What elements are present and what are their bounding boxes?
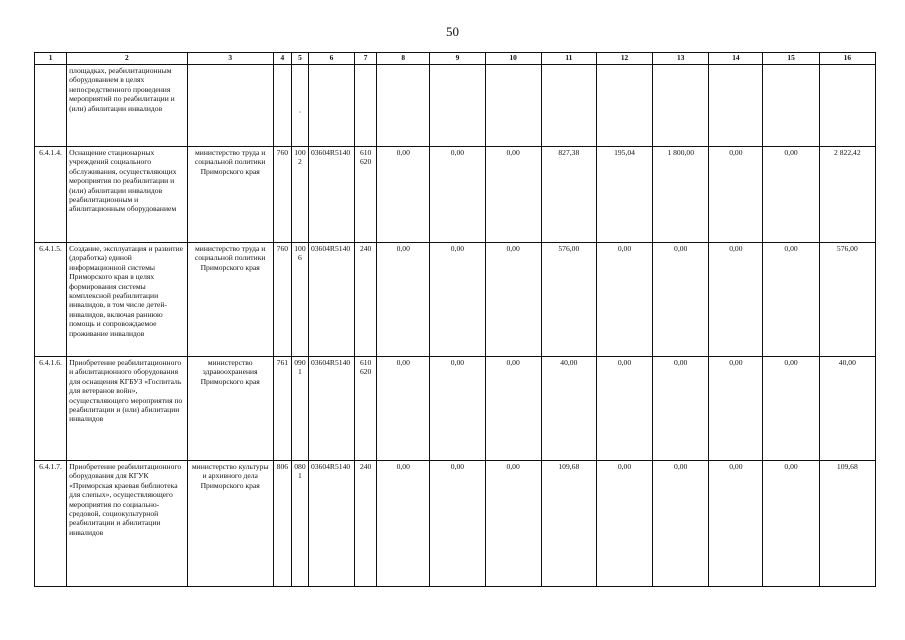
row-value: 0,00 <box>653 243 709 357</box>
row-code-section: 0901 <box>291 357 308 461</box>
row-code-section <box>291 65 308 147</box>
col-header: 1 <box>35 53 67 65</box>
row-description: площадках, реабилитационным оборудованием в целях непосредственного проведения мероприятий по реабилитации и (или) абилитации инвалидов <box>67 65 187 147</box>
row-value: 0,00 <box>430 357 485 461</box>
row-value: 0,00 <box>430 147 485 243</box>
row-total: 109,68 <box>819 461 875 587</box>
col-header: 5 <box>291 53 308 65</box>
row-value: 0,00 <box>709 147 763 243</box>
row-id: 6.4.1.4. <box>35 147 67 243</box>
row-total: 576,00 <box>819 243 875 357</box>
col-header: 16 <box>819 53 875 65</box>
table-row <box>35 243 876 357</box>
row-code-target: 03604R5140 <box>308 243 354 357</box>
row-value <box>541 65 596 147</box>
row-executor: министерство труда и социальной политики Приморского края <box>187 243 273 357</box>
row-value: 0,00 <box>485 147 541 243</box>
row-value: 0,00 <box>430 461 485 587</box>
row-value: 0,00 <box>377 243 430 357</box>
row-value: 1 800,00 <box>653 147 709 243</box>
row-code-type: 610 620 <box>355 357 377 461</box>
row-description: Приобретение реабилитационного оборудования для КГУК «Приморская краевая библиотека для слепых», осуществляющего мероприятия по социально-средовой, социокультурной реабилитации и абилитации инвалидов <box>67 461 187 587</box>
row-total: 40,00 <box>819 357 875 461</box>
row-value <box>763 65 819 147</box>
col-header: 10 <box>485 53 541 65</box>
row-id: 6.4.1.5. <box>35 243 67 357</box>
row-value <box>653 65 709 147</box>
col-header: 14 <box>709 53 763 65</box>
row-code-grbs: 760 <box>273 243 291 357</box>
page-number: 50 <box>446 24 459 39</box>
row-code-grbs: 806 <box>273 461 291 587</box>
row-value: 0,00 <box>709 461 763 587</box>
col-header: 2 <box>67 53 187 65</box>
row-value <box>485 65 541 147</box>
row-executor <box>187 65 273 147</box>
col-header: 3 <box>187 53 273 65</box>
row-code-grbs: 761 <box>273 357 291 461</box>
row-code-section: 1002 <box>291 147 308 243</box>
row-value: 0,00 <box>430 243 485 357</box>
col-header: 4 <box>273 53 291 65</box>
row-total: 2 822,42 <box>819 147 875 243</box>
row-value: 0,00 <box>763 461 819 587</box>
row-value: 40,00 <box>541 357 596 461</box>
table-row <box>35 65 876 147</box>
row-value: 0,00 <box>709 357 763 461</box>
row-id: 6.4.1.7. <box>35 461 67 587</box>
row-code-section: 0801 <box>291 461 308 587</box>
row-value: 0,00 <box>763 243 819 357</box>
col-header: 11 <box>541 53 596 65</box>
row-value: 0,00 <box>763 147 819 243</box>
row-value: 0,00 <box>653 461 709 587</box>
header-row <box>35 53 876 65</box>
col-header: 7 <box>355 53 377 65</box>
row-value: 0,00 <box>596 243 652 357</box>
row-executor: министерство культуры и архивного дела Приморского края <box>187 461 273 587</box>
row-value: 0,00 <box>596 461 652 587</box>
dot-mark: · <box>298 108 302 117</box>
row-value: 0,00 <box>763 357 819 461</box>
row-code-type <box>355 65 377 147</box>
row-code-grbs: 760 <box>273 147 291 243</box>
row-code-type: 240 <box>355 243 377 357</box>
row-description: Оснащение стационарных учреждений социального обслуживания, осуществляющих мероприятия по реабилитации и (или) абилитации инвалидов реабилитационным и абилитационным оборудованием <box>67 147 187 243</box>
row-value: 0,00 <box>653 357 709 461</box>
row-value <box>596 65 652 147</box>
col-header: 8 <box>377 53 430 65</box>
col-header: 13 <box>653 53 709 65</box>
row-code-grbs <box>273 65 291 147</box>
row-value: 0,00 <box>596 357 652 461</box>
budget-table <box>34 52 876 587</box>
row-code-type: 610 620 <box>355 147 377 243</box>
row-description: Приобретение реабилитационного и абилитационного оборудования для оснащения КГБУЗ «Госпиталь для ветеранов войн», осуществляющего мероприятия по реабилитации и (или) абилитации инвалидов <box>67 357 187 461</box>
row-value: 0,00 <box>377 461 430 587</box>
col-header: 9 <box>430 53 485 65</box>
row-value: 0,00 <box>485 357 541 461</box>
row-executor: министерство труда и социальной политики Приморского края <box>187 147 273 243</box>
row-value: 0,00 <box>485 243 541 357</box>
row-code-section: 1006 <box>291 243 308 357</box>
row-value: 0,00 <box>485 461 541 587</box>
row-value: 0,00 <box>377 147 430 243</box>
row-value: 195,04 <box>596 147 652 243</box>
row-code-target <box>308 65 354 147</box>
col-header: 12 <box>596 53 652 65</box>
row-executor: министерство здравоохранения Приморского края <box>187 357 273 461</box>
col-header: 6 <box>308 53 354 65</box>
row-code-target: 03604R5140 <box>308 461 354 587</box>
row-description: Создание, эксплуатация и развитие (доработка) единой информационной системы Приморского края в целях формирования системы комплексной реабилитации инвалидов, в том числе детей-инвалидов, включая раннюю помощь и сопровождаемое проживание инвалидов <box>67 243 187 357</box>
row-value <box>709 65 763 147</box>
table-row <box>35 461 876 587</box>
row-code-target: 03604R5140 <box>308 357 354 461</box>
row-value: 576,00 <box>541 243 596 357</box>
row-code-target: 03604R5140 <box>308 147 354 243</box>
row-id: 6.4.1.6. <box>35 357 67 461</box>
row-value: 109,68 <box>541 461 596 587</box>
row-code-type: 240 <box>355 461 377 587</box>
col-header: 15 <box>763 53 819 65</box>
row-value <box>430 65 485 147</box>
table-row <box>35 147 876 243</box>
row-value: 0,00 <box>377 357 430 461</box>
row-total <box>819 65 875 147</box>
table-row <box>35 357 876 461</box>
row-value: 827,38 <box>541 147 596 243</box>
row-value: 0,00 <box>709 243 763 357</box>
row-id <box>35 65 67 147</box>
row-value <box>377 65 430 147</box>
